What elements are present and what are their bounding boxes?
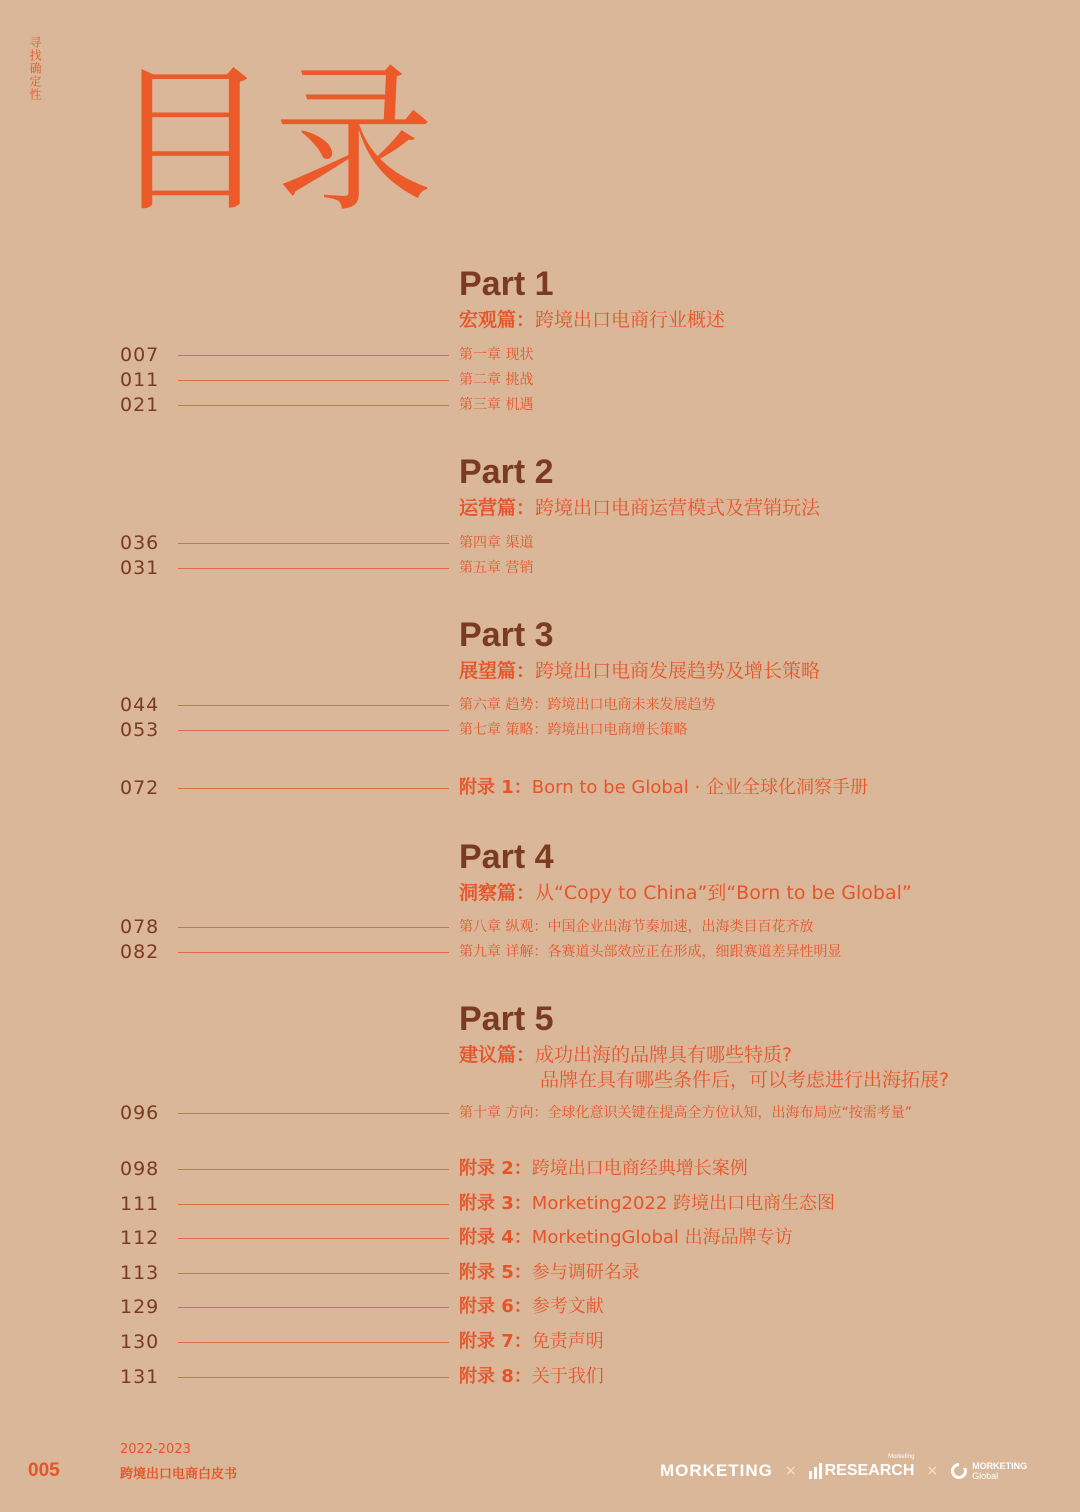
page-number: 129 bbox=[120, 1296, 160, 1318]
leader-line bbox=[178, 1377, 449, 1378]
page-number: 112 bbox=[120, 1227, 160, 1249]
toc-row[interactable] bbox=[120, 343, 1020, 367]
footer-page-number: 005 bbox=[28, 1460, 60, 1481]
toc-row[interactable] bbox=[120, 693, 1020, 717]
chapter-label: 第一章 现状 bbox=[459, 347, 534, 363]
page-number: 044 bbox=[120, 694, 160, 716]
appendix-label: 附录 4：MorketingGlobal 出海品牌专访 bbox=[459, 1227, 793, 1248]
page-number: 113 bbox=[120, 1262, 160, 1284]
toc-row[interactable] bbox=[120, 915, 1020, 939]
appendix-row[interactable] bbox=[120, 776, 1020, 800]
page-number: 130 bbox=[120, 1331, 160, 1353]
chapter-label: 第五章 营销 bbox=[459, 560, 534, 576]
toc-row[interactable] bbox=[120, 556, 1020, 580]
leader-line bbox=[178, 568, 449, 569]
chapter-label: 第八章 纵观：中国企业出海节奏加速，出海类目百花齐放 bbox=[459, 919, 814, 935]
separator: × bbox=[926, 1463, 939, 1479]
appendix-label: 附录 2：跨境出口电商经典增长案例 bbox=[459, 1158, 748, 1179]
page-number: 078 bbox=[120, 916, 160, 938]
appendix-row[interactable] bbox=[120, 1192, 1020, 1216]
chapter-label: 第六章 趋势：跨境出口电商未来发展趋势 bbox=[459, 697, 716, 713]
leader-line bbox=[178, 1113, 449, 1114]
leader-line bbox=[178, 730, 449, 731]
appendix-label: 附录 6：参考文献 bbox=[459, 1296, 604, 1317]
page-number: 131 bbox=[120, 1366, 160, 1388]
page-number: 036 bbox=[120, 532, 160, 554]
part-5-title: Part 5 bbox=[459, 1000, 554, 1038]
part-3-subtitle: 展望篇：跨境出口电商发展趋势及增长策略 bbox=[459, 660, 821, 682]
research-logo: Morketing RESEARCH bbox=[809, 1462, 915, 1480]
part-1-subtitle: 宏观篇：跨境出口电商行业概述 bbox=[459, 309, 726, 331]
page-number: 072 bbox=[120, 777, 160, 799]
leader-line bbox=[178, 1169, 449, 1170]
page-number: 098 bbox=[120, 1158, 160, 1180]
appendix-label: 附录 5：参与调研名录 bbox=[459, 1262, 640, 1283]
page-number: 021 bbox=[120, 394, 160, 416]
toc-row[interactable] bbox=[120, 1101, 1020, 1125]
toc-row[interactable] bbox=[120, 368, 1020, 392]
part-2-subtitle: 运营篇：跨境出口电商运营模式及营销玩法 bbox=[459, 497, 821, 519]
leader-line bbox=[178, 355, 449, 356]
appendix-label: 附录 7：免责声明 bbox=[459, 1331, 604, 1352]
leader-line bbox=[178, 380, 449, 381]
leader-line bbox=[178, 1204, 449, 1205]
bars-icon bbox=[809, 1463, 823, 1479]
appendix-row[interactable] bbox=[120, 1365, 1020, 1389]
appendix-label: 附录 8：关于我们 bbox=[459, 1366, 604, 1387]
partner-logos bbox=[660, 1456, 1027, 1486]
chapter-label: 第四章 渠道 bbox=[459, 535, 534, 551]
toc-row[interactable] bbox=[120, 393, 1020, 417]
leader-line bbox=[178, 1307, 449, 1308]
part-4-title: Part 4 bbox=[459, 838, 554, 876]
page-number: 007 bbox=[120, 344, 160, 366]
page-title: 目录 bbox=[110, 47, 439, 234]
part-5-subtitle-line-2: 品牌在具有哪些条件后，可以考虑进行出海拓展? bbox=[540, 1069, 950, 1091]
appendix-row[interactable] bbox=[120, 1330, 1020, 1354]
part-1-title: Part 1 bbox=[459, 265, 554, 303]
part-4-subtitle: 洞察篇：从“Copy to China”到“Born to be Global” bbox=[459, 882, 912, 904]
leader-line bbox=[178, 705, 449, 706]
side-tag: 寻找确定性 bbox=[28, 36, 42, 101]
leader-line bbox=[178, 1238, 449, 1239]
leader-line bbox=[178, 788, 449, 789]
leader-line bbox=[178, 543, 449, 544]
page-number: 096 bbox=[120, 1102, 160, 1124]
leader-line bbox=[178, 952, 449, 953]
appendix-row[interactable] bbox=[120, 1226, 1020, 1250]
global-ring-icon bbox=[950, 1462, 968, 1480]
footer-year: 2022-2023 bbox=[120, 1442, 191, 1457]
chapter-label: 第三章 机遇 bbox=[459, 397, 534, 413]
toc-row[interactable] bbox=[120, 940, 1020, 964]
leader-line bbox=[178, 405, 449, 406]
chapter-label: 第二章 挑战 bbox=[459, 372, 534, 388]
part-2-title: Part 2 bbox=[459, 453, 554, 491]
chapter-label: 第七章 策略：跨境出口电商增长策略 bbox=[459, 722, 688, 738]
page-number: 082 bbox=[120, 941, 160, 963]
appendix-label: 附录 3：Morketing2022 跨境出口电商生态图 bbox=[459, 1193, 836, 1214]
morketing-logo: MORKETING bbox=[660, 1461, 773, 1480]
part-5-subtitle: 建议篇：成功出海的品牌具有哪些特质? bbox=[459, 1044, 793, 1066]
chapter-label: 第九章 详解：各赛道头部效应正在形成，细跟赛道差异性明显 bbox=[459, 944, 842, 960]
footer-doc-title: 跨境出口电商白皮书 bbox=[120, 1467, 238, 1482]
toc-row[interactable] bbox=[120, 718, 1020, 742]
leader-line bbox=[178, 927, 449, 928]
page-number: 031 bbox=[120, 557, 160, 579]
toc-row[interactable] bbox=[120, 531, 1020, 555]
appendix-row[interactable] bbox=[120, 1157, 1020, 1181]
chapter-label: 第十章 方向：全球化意识关键在提高全方位认知，出海布局应“按需考量” bbox=[459, 1105, 912, 1121]
leader-line bbox=[178, 1342, 449, 1343]
research-logo-small: Morketing bbox=[888, 1454, 915, 1460]
page-number: 053 bbox=[120, 719, 160, 741]
appendix-row[interactable] bbox=[120, 1261, 1020, 1285]
appendix-row[interactable] bbox=[120, 1295, 1020, 1319]
page-number: 111 bbox=[120, 1193, 160, 1215]
appendix-label: 附录 1：Born to be Global · 企业全球化洞察手册 bbox=[459, 777, 868, 798]
part-3-title: Part 3 bbox=[459, 616, 554, 654]
leader-line bbox=[178, 1273, 449, 1274]
morketing-global-logo: MORKETING Global bbox=[950, 1461, 1027, 1481]
page-number: 011 bbox=[120, 369, 160, 391]
separator: × bbox=[784, 1463, 797, 1479]
